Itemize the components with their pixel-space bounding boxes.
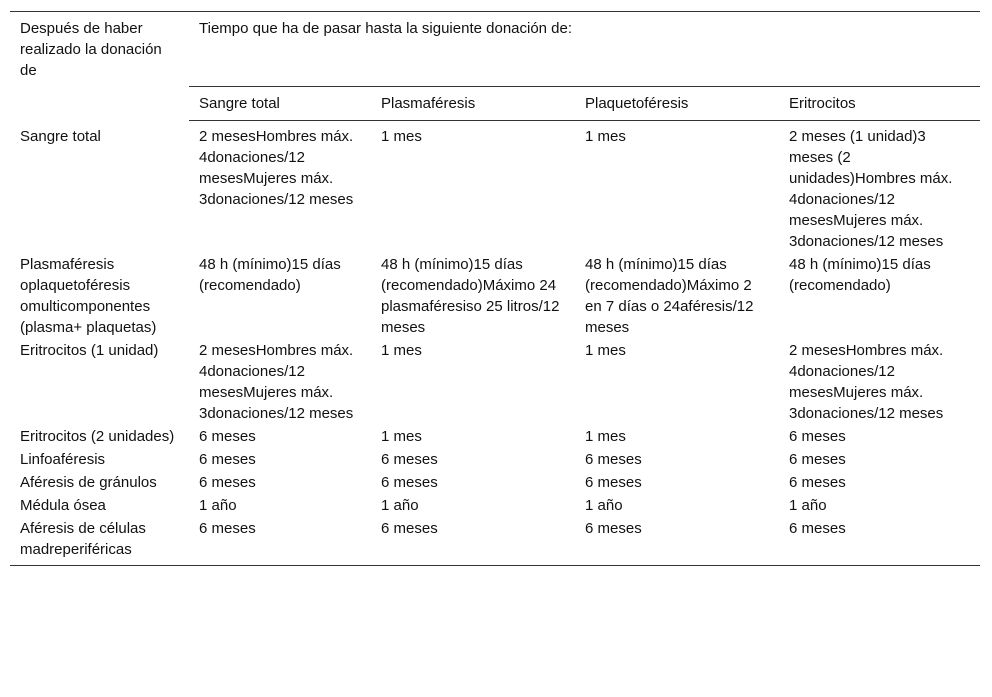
- corner-header: Después de haber realizado la donación de: [10, 12, 189, 121]
- row-label: Eritrocitos (2 unidades): [20, 428, 175, 445]
- table-cell: 1 año: [789, 497, 827, 514]
- table-row: [10, 471, 980, 494]
- row-label: Aféresis de gránulos: [20, 474, 157, 491]
- table-cell: 48 h (mínimo)15 días (recomendado)Máximo 2 en 7 días o 24aféresis/12 meses: [585, 256, 754, 336]
- table-cell: 6 meses: [585, 451, 642, 468]
- row-label: Médula ósea: [20, 497, 106, 514]
- column-header-eritrocitos: Eritrocitos: [779, 87, 980, 121]
- table-cell: 1 mes: [381, 428, 422, 445]
- table-row: [10, 339, 980, 425]
- table-cell: 1 mes: [585, 428, 626, 445]
- span-header: Tiempo que ha de pasar hasta la siguiente donación de:: [189, 12, 980, 87]
- table-cell: 2 meses (1 unidad)3 meses (2 unidades)Hombres máx. 4donaciones/12 mesesMujeres máx. 3donaciones/12 meses: [789, 128, 953, 250]
- table-cell: 1 mes: [381, 342, 422, 359]
- row-label: Eritrocitos (1 unidad): [20, 342, 159, 359]
- table-row: [10, 121, 980, 254]
- table-row: [10, 494, 980, 517]
- table-cell: 48 h (mínimo)15 días (recomendado): [199, 256, 341, 294]
- table-cell: 48 h (mínimo)15 días (recomendado)Máximo 24 plasmaféresiso 25 litros/12 meses: [381, 256, 560, 336]
- table-cell: 6 meses: [779, 517, 980, 566]
- table-cell: 6 meses: [575, 517, 779, 566]
- row-label: Sangre total: [20, 127, 101, 145]
- table-cell: 6 meses: [199, 474, 256, 491]
- row-label: Linfoaféresis: [20, 451, 106, 468]
- row-label: Aféresis de células madreperiféricas: [10, 517, 189, 566]
- table-cell: 6 meses: [789, 428, 846, 445]
- table-cell: 6 meses: [371, 517, 575, 566]
- column-header-sangre-total: Sangre total: [189, 87, 371, 121]
- table-cell: 6 meses: [189, 517, 371, 566]
- header-row-top: [10, 12, 980, 87]
- table-cell: 1 mes: [381, 128, 422, 145]
- table-row: [10, 425, 980, 448]
- table-cell: 1 año: [199, 497, 237, 514]
- column-header-plaquetoferesis: Plaquetoféresis: [575, 87, 779, 121]
- table-cell: 6 meses: [199, 451, 256, 468]
- row-label: Plasmaféresis oplaquetoféresis omulticomponentes (plasma+ plaquetas): [20, 256, 157, 336]
- table-row: [10, 448, 980, 471]
- table-cell: 2 mesesHombres máx. 4donaciones/12 mesesMujeres máx. 3donaciones/12 meses: [789, 342, 944, 422]
- table-cell: 6 meses: [199, 428, 256, 445]
- table-cell: 1 mes: [585, 128, 626, 145]
- table-cell: 2 mesesHombres máx. 4donaciones/12 mesesMujeres máx. 3donaciones/12 meses: [199, 128, 354, 208]
- table-cell: 6 meses: [585, 474, 642, 491]
- table-cell: 6 meses: [381, 474, 438, 491]
- table-row: [10, 253, 980, 339]
- donation-interval-table: [10, 11, 980, 566]
- table-cell: 2 mesesHombres máx. 4donaciones/12 mesesMujeres máx. 3donaciones/12 meses: [199, 342, 354, 422]
- table-cell: 1 año: [381, 497, 419, 514]
- table-cell: 1 mes: [585, 342, 626, 359]
- column-header-plasmaferesis: Plasmaféresis: [371, 87, 575, 121]
- table-row: [10, 517, 980, 566]
- table-cell: 6 meses: [789, 474, 846, 491]
- table-cell: 6 meses: [381, 451, 438, 468]
- table-cell: 48 h (mínimo)15 días (recomendado): [789, 256, 931, 294]
- table-cell: 6 meses: [789, 451, 846, 468]
- table-cell: 1 año: [585, 497, 623, 514]
